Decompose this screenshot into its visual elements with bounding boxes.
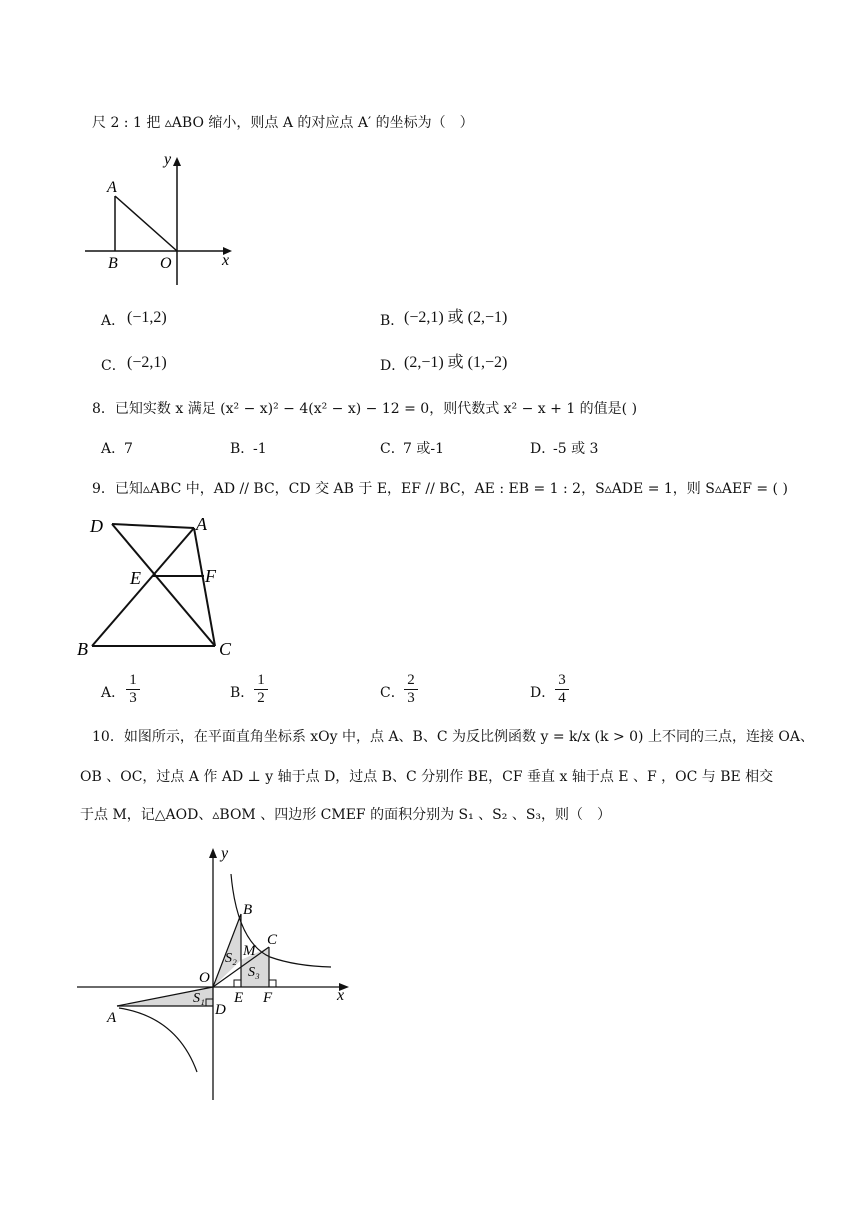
q8-stem: 8．已知实数 x 满足 (x² − x)² − 4(x² − x) − 12 = 0，则代数式 x² − x + 1 的值是( ) (92, 401, 638, 417)
q9-label-E: E (130, 568, 141, 588)
q8-option-b-letter: B． (230, 441, 255, 457)
q7-option-c-text: (−2,1) (127, 354, 167, 371)
q9-option-c-denominator: 3 (407, 690, 415, 706)
q10-label-S3: S₃ (248, 965, 260, 980)
q7-stem: 尺 2 : 1 把 ▵ABO 缩小，则点 A 的对应点 A′ 的坐标为（ ） (92, 115, 474, 131)
q7-option-a-letter: A． (101, 313, 126, 329)
q8-option-b-text: -1 (253, 441, 267, 457)
q10-label-M: M (243, 943, 256, 959)
q9-option-b-letter: B． (230, 685, 255, 701)
q9-option-c-fraction (404, 672, 418, 707)
q9-option-b-denominator: 2 (257, 690, 265, 706)
q10-label-S2: S₂ (225, 951, 237, 966)
q10-line-2: OB 、OC，过点 A 作 AD ⊥ y 轴于点 D，过点 B、C 分别作 BE，CF 垂直 x 轴于点 E 、F ，OC 与 BE 相交 (80, 769, 774, 785)
q10-label-C: C (267, 932, 278, 948)
q8-option-d-letter: D． (530, 441, 556, 457)
q9-option-d-fraction (555, 672, 569, 707)
q9-option-b-fraction (254, 672, 268, 707)
q10-label-S1: S₁ (193, 991, 205, 1006)
q9-option-a-numerator: 1 (126, 672, 140, 690)
q9-figure (72, 512, 242, 662)
q10-line-3: 于点 M，记△AOD、▵BOM 、四边形 CMEF 的面积分别为 S₁ 、S₂ 、S₃，则（ ） (80, 807, 612, 823)
q10-figure (75, 842, 365, 1102)
q8-option-c-text: 7 或-1 (403, 441, 444, 457)
q7-label-B: B (108, 255, 118, 272)
q7-option-b-text: (−2,1) 或 (2,−1) (404, 309, 508, 326)
q10-label-O: O (199, 970, 210, 986)
q10-label-E: E (234, 990, 244, 1006)
q9-option-d-numerator: 3 (555, 672, 569, 690)
q9-label-C: C (219, 639, 232, 659)
q10-label-x: x (337, 987, 345, 1004)
q9-option-d-letter: D． (530, 685, 556, 701)
q9-option-c-numerator: 2 (404, 672, 418, 690)
q9-label-B: B (77, 639, 88, 659)
q9-stem: 9．已知▵ABC 中，AD // BC，CD 交 AB 于 E，EF // BC，AE : EB = 1 : 2，S▵ADE = 1，则 S▵AEF = ( ) (92, 481, 788, 497)
q7-figure (80, 150, 240, 285)
q10-label-F: F (263, 990, 273, 1006)
q8-option-a-text: 7 (124, 441, 133, 457)
q7-option-d-letter: D． (380, 358, 406, 374)
q9-label-A: A (196, 514, 207, 534)
q10-label-y: y (221, 845, 229, 862)
q7-label-A: A (107, 179, 117, 196)
q7-label-x: x (222, 252, 230, 269)
q9-option-a-fraction (126, 672, 140, 707)
q9-option-c-letter: C． (380, 685, 405, 701)
q10-label-A: A (107, 1010, 117, 1026)
q9-option-a-letter: A． (101, 685, 126, 701)
q9-option-a-denominator: 3 (129, 690, 137, 706)
q8-option-c-letter: C． (380, 441, 405, 457)
q7-option-a-text: (−1,2) (127, 309, 167, 326)
q10-label-B: B (243, 902, 253, 918)
q7-option-d-text: (2,−1) 或 (1,−2) (404, 354, 508, 371)
q8-option-d-text: -5 或 3 (553, 441, 599, 457)
q10-label-D: D (215, 1002, 226, 1018)
q7-label-O: O (160, 255, 172, 272)
q7-option-b-letter: B． (380, 313, 405, 329)
q9-option-d-denominator: 4 (558, 690, 566, 706)
q9-label-D: D (90, 516, 103, 536)
q7-label-y: y (164, 151, 172, 168)
q10-line-1: 10．如图所示，在平面直角坐标系 xOy 中，点 A、B、C 为反比例函数 y = k/x (k > 0) 上不同的三点，连接 OA、 (92, 729, 814, 745)
q9-option-b-numerator: 1 (254, 672, 268, 690)
q9-label-F: F (205, 566, 216, 586)
q7-option-c-letter: C． (101, 358, 126, 374)
q8-option-a-letter: A． (101, 441, 126, 457)
